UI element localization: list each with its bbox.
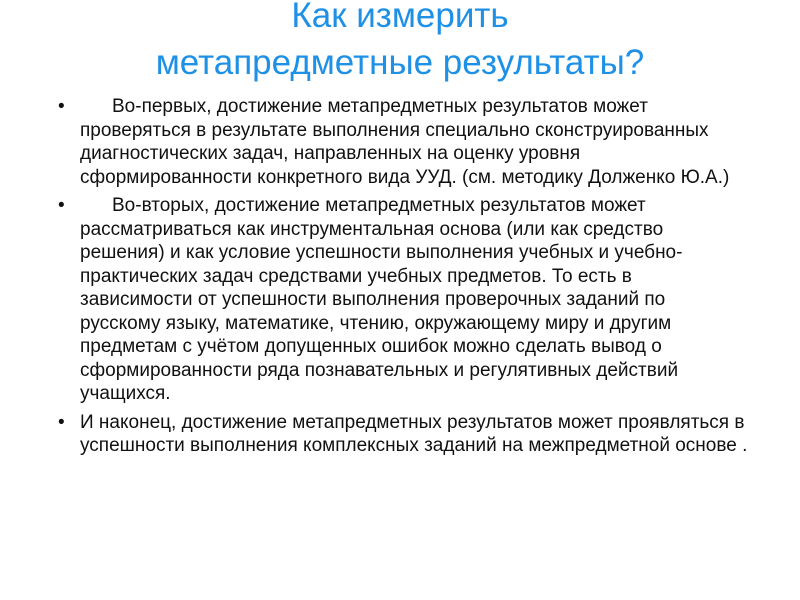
bullet-item-second bbox=[58, 194, 748, 406]
slide-title-line-1: Как измерить bbox=[291, 0, 509, 35]
bullet-marker: • bbox=[58, 96, 65, 117]
slide-title bbox=[0, 0, 800, 86]
bullet-marker: • bbox=[58, 411, 65, 433]
bullet-text-second: Во-вторых, достижение метапредметных результатов может рассматриваться как инструментальная основа (или как средство решения) и как условие успешности выполнения учебных и учебно-практических задач средствами учебных предметов. То есть в зависимости от успешности выполнения проверочных заданий по русскому языку, математике, чтению, окружающему миру и другим предметам с учётом допущенных ошибок можно сделать вывод о сформированности ряда познавательных и регулятивных действий учащихся. bbox=[80, 195, 683, 404]
bullet-text-third: И наконец, достижение метапредметных результатов может проявляться в успешности выполнения комплексных заданий на межпредметной основе . bbox=[80, 411, 748, 456]
bullet-text-first: Во-первых, достижение метапредметных результатов может проверяться в результате выполнения специально сконструированных диагностических задач, направленных на оценку уровня сформированности конкретного вида УУД. (см. методику Долженко Ю.А.) bbox=[80, 96, 730, 188]
bullet-item-third bbox=[58, 411, 748, 458]
bullet-marker: • bbox=[58, 195, 65, 216]
slide-title-line-2: метапредметные результаты? bbox=[155, 43, 645, 82]
bullet-item-first bbox=[58, 95, 748, 189]
bullet-list bbox=[58, 95, 748, 463]
